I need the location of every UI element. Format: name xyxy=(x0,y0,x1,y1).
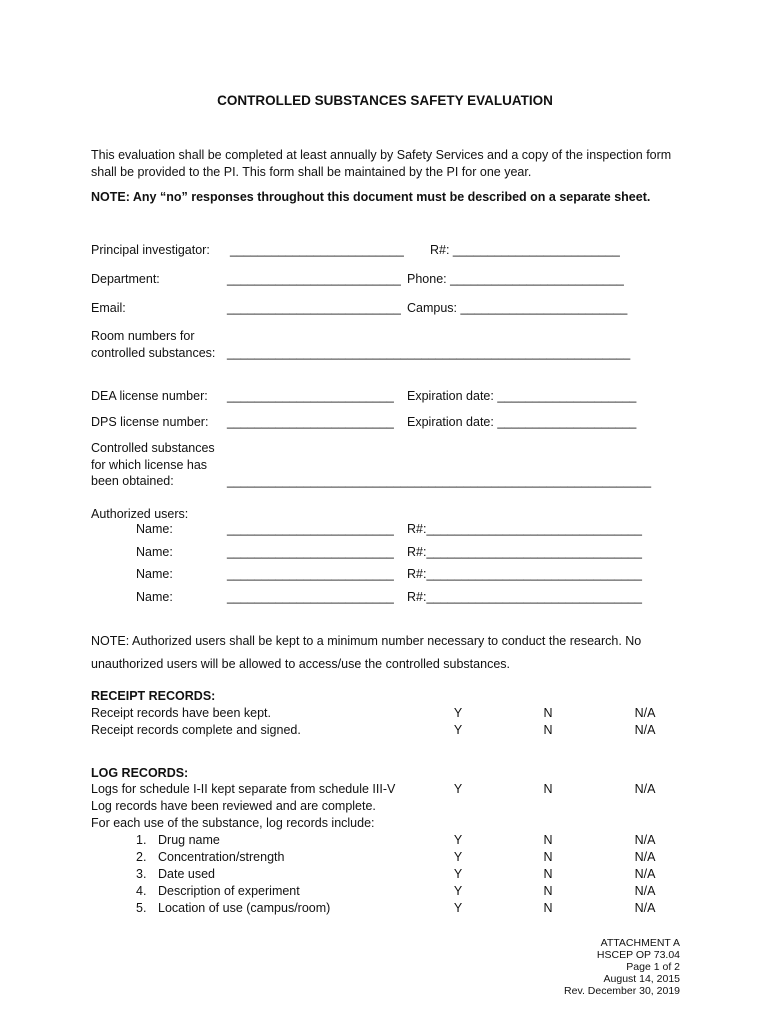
campus-field[interactable]: Campus: ________________________ xyxy=(407,301,628,315)
dps-label: DPS license number: xyxy=(91,415,209,429)
no-option[interactable]: N xyxy=(543,723,553,737)
phone-field[interactable]: Phone: _________________________ xyxy=(407,272,624,286)
user-name-field[interactable]: ________________________ xyxy=(227,545,394,559)
log-item: For each use of the substance, log records include: xyxy=(91,816,375,830)
authorized-note-line2: unauthorized users will be allowed to access/use the controlled substances. xyxy=(91,657,510,671)
yes-option[interactable]: Y xyxy=(453,884,463,898)
pi-label: Principal investigator: xyxy=(91,243,210,257)
cs-label-2: for which license has xyxy=(91,458,208,472)
no-option[interactable]: N xyxy=(543,706,553,720)
no-option[interactable]: N xyxy=(543,782,553,796)
log-subitem-number: 2. xyxy=(136,850,147,864)
user-name-label: Name: xyxy=(136,522,173,536)
user-name-field[interactable]: ________________________ xyxy=(227,567,394,581)
room-label: Room numbers for xyxy=(91,329,195,343)
dea-field[interactable]: ________________________ xyxy=(227,389,394,403)
dps-field[interactable]: ________________________ xyxy=(227,415,394,429)
na-option[interactable]: N/A xyxy=(634,782,656,796)
cs-label-1: Controlled substances xyxy=(91,441,215,455)
user-name-label: Name: xyxy=(136,590,173,604)
yes-option[interactable]: Y xyxy=(453,867,463,881)
user-r-number-field[interactable]: R#:_______________________________ xyxy=(407,522,642,536)
department-field[interactable]: _________________________ xyxy=(227,272,401,286)
log-subitem: Concentration/strength xyxy=(158,850,285,864)
log-item: Log records have been reviewed and are complete. xyxy=(91,799,376,813)
na-option[interactable]: N/A xyxy=(634,867,656,881)
page-title: CONTROLLED SUBSTANCES SAFETY EVALUATION xyxy=(217,93,553,108)
email-field[interactable]: _________________________ xyxy=(227,301,401,315)
na-option[interactable]: N/A xyxy=(634,850,656,864)
yes-option[interactable]: Y xyxy=(453,901,463,915)
yes-option[interactable]: Y xyxy=(453,723,463,737)
user-r-number-field[interactable]: R#:_______________________________ xyxy=(407,545,642,559)
na-option[interactable]: N/A xyxy=(634,723,656,737)
na-option[interactable]: N/A xyxy=(634,833,656,847)
user-name-field[interactable]: ________________________ xyxy=(227,590,394,604)
yes-option[interactable]: Y xyxy=(453,706,463,720)
dps-expiration-field[interactable]: Expiration date: ____________________ xyxy=(407,415,637,429)
no-response-note: NOTE: Any “no” responses throughout this document must be described on a separate sheet. xyxy=(91,190,651,204)
cs-label-3: been obtained: xyxy=(91,474,174,488)
footer-op-number: HSCEP OP 73.04 xyxy=(596,949,680,961)
log-subitem: Drug name xyxy=(158,833,220,847)
na-option[interactable]: N/A xyxy=(634,901,656,915)
intro-paragraph: This evaluation shall be completed at least annually by Safety Services and a copy of the inspection form shall be provided to the PI. This form shall be maintained by the PI for one year. xyxy=(91,148,672,179)
footer-attachment: ATTACHMENT A xyxy=(600,937,680,949)
dea-expiration-field[interactable]: Expiration date: ____________________ xyxy=(407,389,637,403)
yes-option[interactable]: Y xyxy=(453,850,463,864)
no-option[interactable]: N xyxy=(543,833,553,847)
yes-option[interactable]: Y xyxy=(453,782,463,796)
pi-field[interactable]: _________________________ xyxy=(230,243,404,257)
log-subitem-number: 3. xyxy=(136,867,147,881)
pi-r-number-field[interactable]: R#: ________________________ xyxy=(430,243,620,257)
no-option[interactable]: N xyxy=(543,901,553,915)
no-option[interactable]: N xyxy=(543,884,553,898)
log-subitem-number: 5. xyxy=(136,901,147,915)
receipt-item: Receipt records complete and signed. xyxy=(91,723,301,737)
footer-page-number: Page 1 of 2 xyxy=(626,961,680,973)
footer-date: August 14, 2015 xyxy=(603,973,680,985)
log-subitem: Description of experiment xyxy=(158,884,300,898)
user-r-number-field[interactable]: R#:_______________________________ xyxy=(407,590,642,604)
log-subitem: Date used xyxy=(158,867,215,881)
log-subitem: Location of use (campus/room) xyxy=(158,901,331,915)
user-r-number-field[interactable]: R#:_______________________________ xyxy=(407,567,642,581)
authorized-note-line1: NOTE: Authorized users shall be kept to a minimum number necessary to conduct the research. No xyxy=(91,634,642,648)
authorized-users-heading: Authorized users: xyxy=(91,507,189,521)
cs-field[interactable]: _____________________________________________________________ xyxy=(227,474,652,488)
user-name-field[interactable]: ________________________ xyxy=(227,522,394,536)
yes-option[interactable]: Y xyxy=(453,833,463,847)
user-name-label: Name: xyxy=(136,567,173,581)
room-label-2: controlled substances: xyxy=(91,346,216,360)
log-subitem-number: 4. xyxy=(136,884,147,898)
log-subitem-number: 1. xyxy=(136,833,147,847)
receipt-heading: RECEIPT RECORDS: xyxy=(91,689,216,703)
na-option[interactable]: N/A xyxy=(634,884,656,898)
log-item: Logs for schedule I-II kept separate from schedule III-V xyxy=(91,782,396,796)
no-option[interactable]: N xyxy=(543,850,553,864)
receipt-item: Receipt records have been kept. xyxy=(91,706,271,720)
user-name-label: Name: xyxy=(136,545,173,559)
dea-label: DEA license number: xyxy=(91,389,208,403)
footer-revision: Rev. December 30, 2019 xyxy=(564,985,680,997)
room-field[interactable]: __________________________________________________________ xyxy=(227,346,631,360)
na-option[interactable]: N/A xyxy=(634,706,656,720)
no-option[interactable]: N xyxy=(543,867,553,881)
department-label: Department: xyxy=(91,272,160,286)
log-heading: LOG RECORDS: xyxy=(91,766,189,780)
email-label: Email: xyxy=(91,301,126,315)
